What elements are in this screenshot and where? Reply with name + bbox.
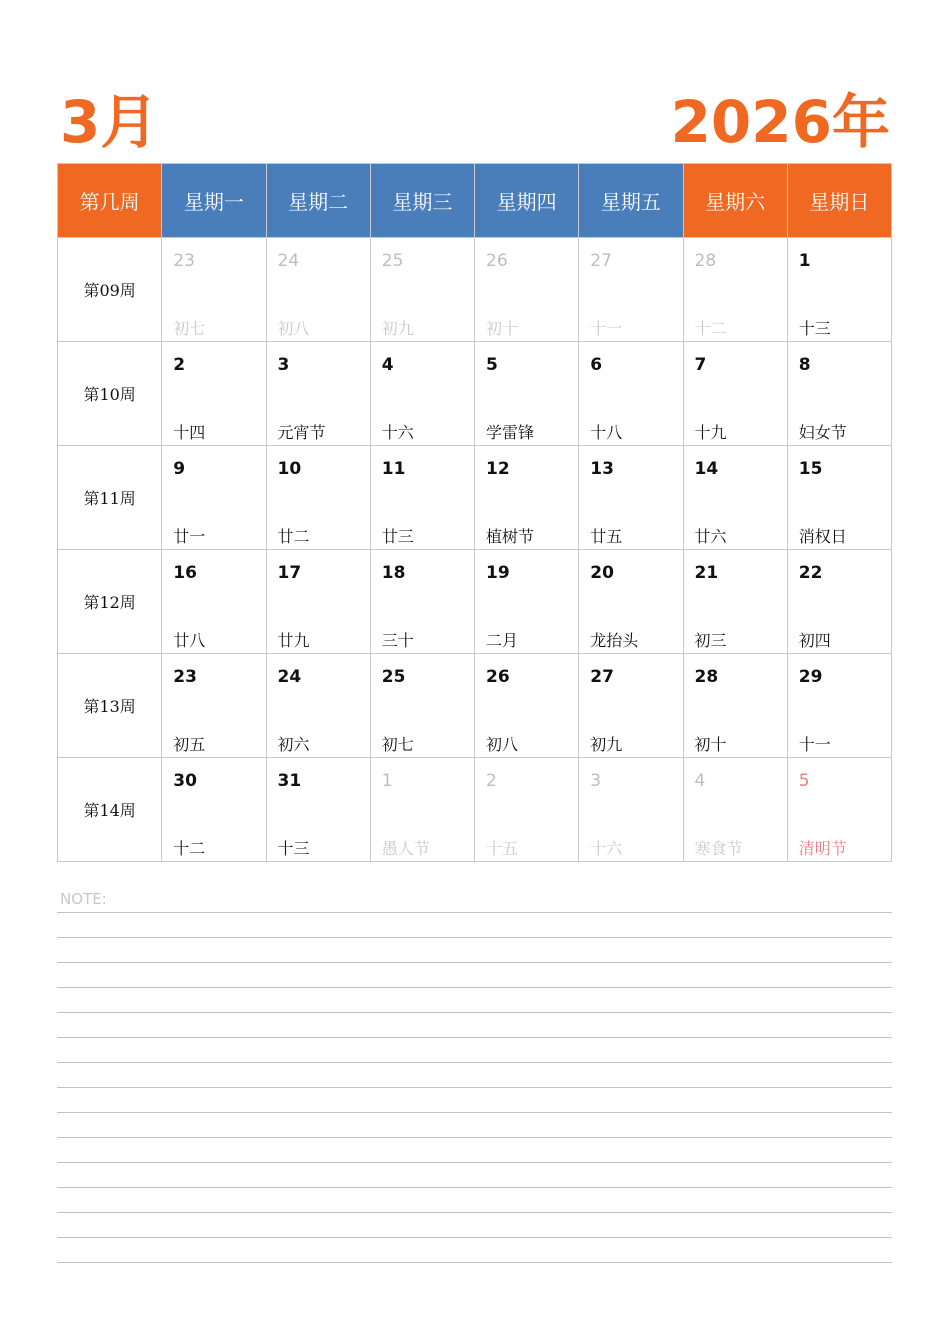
lunar-date: 廿九 [277, 631, 310, 650]
day-number: 7 [694, 355, 707, 375]
lunar-date: 植树节 [486, 527, 535, 546]
note-line [57, 987, 892, 988]
lunar-date: 清明节 [798, 839, 847, 858]
note-line [57, 1237, 892, 1238]
week-row [58, 758, 892, 862]
day-number: 17 [277, 563, 302, 583]
weekday-header: 星期二 [266, 164, 370, 238]
day-cell-content [579, 238, 682, 341]
day-cell-content [475, 550, 578, 653]
day-number: 23 [173, 667, 197, 687]
day-cell[interactable] [683, 654, 787, 758]
day-number: 31 [277, 771, 302, 791]
day-number: 23 [173, 251, 195, 271]
day-number: 21 [694, 563, 719, 583]
day-cell-content [579, 654, 682, 757]
day-cell-content [267, 446, 370, 549]
day-number: 11 [381, 459, 406, 479]
day-cell-content [162, 342, 265, 445]
lunar-date: 龙抬头 [590, 631, 639, 650]
day-number: 22 [798, 563, 823, 583]
calendar-grid [57, 163, 892, 862]
lunar-date: 二月 [486, 631, 519, 650]
day-cell-content [371, 238, 474, 341]
lunar-date: 十八 [590, 423, 623, 442]
month-title: 3月 [60, 88, 159, 156]
day-cell[interactable] [475, 342, 579, 446]
day-cell-content [475, 654, 578, 757]
day-cell[interactable] [266, 238, 370, 342]
day-cell-content [267, 758, 370, 861]
week-number: 第10周 [58, 342, 162, 446]
day-number: 5 [798, 771, 810, 791]
calendar-body [58, 238, 892, 862]
day-cell[interactable] [683, 342, 787, 446]
day-cell-content [162, 238, 265, 341]
day-number: 1 [381, 771, 393, 791]
lunar-date: 初十 [486, 319, 519, 338]
day-number: 9 [173, 459, 186, 479]
note-label: NOTE: [60, 890, 107, 908]
day-number: 20 [590, 563, 614, 583]
day-cell[interactable] [683, 550, 787, 654]
day-cell[interactable] [162, 238, 266, 342]
year-title: 2026年 [670, 88, 890, 156]
day-cell[interactable] [787, 446, 891, 550]
lunar-date: 廿一 [173, 527, 206, 546]
day-number: 12 [486, 459, 510, 479]
day-number: 6 [590, 355, 603, 375]
day-cell-content [371, 758, 474, 861]
note-line [57, 1037, 892, 1038]
day-cell[interactable] [266, 550, 370, 654]
day-number: 19 [486, 563, 510, 583]
lunar-date: 初八 [486, 735, 519, 754]
day-cell[interactable] [787, 238, 891, 342]
day-number: 24 [277, 251, 300, 271]
note-line [57, 1187, 892, 1188]
note-line [57, 1087, 892, 1088]
lunar-date: 初七 [173, 319, 206, 338]
lunar-date: 三十 [381, 631, 414, 650]
lunar-date: 元宵节 [277, 423, 326, 442]
day-cell-content [684, 550, 787, 653]
day-cell-content [684, 758, 787, 861]
day-cell[interactable] [787, 550, 891, 654]
day-cell-content [371, 446, 474, 549]
weekday-header: 星期四 [475, 164, 579, 238]
day-cell[interactable] [266, 446, 370, 550]
day-cell-content [788, 446, 891, 549]
day-number: 26 [486, 667, 510, 687]
day-cell-content [684, 342, 787, 445]
note-line [57, 1262, 892, 1263]
day-cell[interactable] [370, 446, 474, 550]
day-cell[interactable] [370, 654, 474, 758]
day-number: 5 [486, 355, 498, 375]
day-number: 2 [486, 771, 497, 791]
lunar-date: 初四 [798, 631, 831, 650]
day-number: 18 [381, 563, 406, 583]
lunar-date: 十一 [798, 735, 831, 754]
day-cell-content [579, 342, 682, 445]
day-cell[interactable] [162, 550, 266, 654]
day-cell-content [371, 342, 474, 445]
day-cell[interactable] [370, 758, 474, 862]
day-cell-content [788, 238, 891, 341]
weekday-header: 星期一 [162, 164, 266, 238]
day-number: 13 [590, 459, 614, 479]
day-cell[interactable] [370, 342, 474, 446]
day-cell-content [579, 550, 682, 653]
day-number: 4 [694, 771, 706, 791]
week-row [58, 446, 892, 550]
day-cell-content [162, 654, 265, 757]
lunar-date: 初九 [381, 319, 414, 338]
day-cell[interactable] [162, 654, 266, 758]
weekday-header-row [58, 164, 892, 238]
day-cell[interactable] [787, 342, 891, 446]
day-cell[interactable] [683, 758, 787, 862]
weekday-header: 星期五 [579, 164, 683, 238]
day-cell-content [267, 550, 370, 653]
lunar-date: 廿六 [694, 527, 727, 546]
day-cell[interactable] [579, 342, 683, 446]
lunar-date: 十五 [486, 839, 519, 858]
lunar-date: 廿三 [381, 527, 414, 546]
week-number: 第12周 [58, 550, 162, 654]
week-number: 第09周 [58, 238, 162, 342]
day-cell[interactable] [579, 238, 683, 342]
day-cell-content [162, 446, 265, 549]
day-cell-content [788, 758, 891, 861]
lunar-date: 廿八 [173, 631, 206, 650]
day-cell[interactable] [683, 446, 787, 550]
day-number: 30 [173, 771, 197, 791]
day-cell-content [788, 342, 891, 445]
lunar-date: 消权日 [798, 527, 847, 546]
lunar-date: 愚人节 [381, 839, 430, 858]
day-cell-content [684, 654, 787, 757]
lunar-date: 廿五 [590, 527, 623, 546]
day-cell-content [162, 758, 265, 861]
day-number: 24 [277, 667, 302, 687]
day-number: 27 [590, 667, 614, 687]
day-cell[interactable] [370, 550, 474, 654]
weekday-header: 星期六 [683, 164, 787, 238]
day-cell[interactable] [787, 654, 891, 758]
lunar-date: 十二 [173, 839, 206, 858]
day-cell-content [579, 446, 682, 549]
day-cell[interactable] [266, 654, 370, 758]
day-cell-content [475, 342, 578, 445]
day-cell-content [267, 342, 370, 445]
day-cell-content [475, 238, 578, 341]
note-line [57, 912, 892, 913]
day-number: 14 [694, 459, 719, 479]
day-number: 29 [798, 667, 823, 687]
lunar-date: 初六 [277, 735, 310, 754]
week-row [58, 238, 892, 342]
day-cell-content [267, 238, 370, 341]
day-number: 28 [694, 251, 717, 271]
day-number: 10 [277, 459, 302, 479]
day-number: 25 [381, 667, 406, 687]
week-number: 第14周 [58, 758, 162, 862]
day-cell[interactable] [579, 446, 683, 550]
lunar-date: 廿二 [277, 527, 310, 546]
day-number: 28 [694, 667, 719, 687]
day-cell[interactable] [162, 446, 266, 550]
lunar-date: 十一 [590, 319, 623, 338]
week-number: 第13周 [58, 654, 162, 758]
week-number-header: 第几周 [58, 164, 162, 238]
day-cell-content [475, 758, 578, 861]
note-line [57, 1137, 892, 1138]
week-row [58, 342, 892, 446]
note-line [57, 1112, 892, 1113]
day-number: 3 [590, 771, 602, 791]
day-number: 3 [277, 355, 290, 375]
lunar-date: 十三 [277, 839, 310, 858]
lunar-date: 十三 [798, 319, 831, 338]
day-cell[interactable] [683, 238, 787, 342]
lunar-date: 十六 [590, 839, 623, 858]
note-line [57, 1012, 892, 1013]
day-cell-content [267, 654, 370, 757]
day-cell-content [371, 550, 474, 653]
day-number: 8 [798, 355, 811, 375]
day-cell[interactable] [266, 758, 370, 862]
day-cell[interactable] [475, 654, 579, 758]
day-cell[interactable] [787, 758, 891, 862]
day-cell[interactable] [475, 238, 579, 342]
lunar-date: 初三 [694, 631, 727, 650]
day-number: 27 [590, 251, 612, 271]
week-row [58, 654, 892, 758]
day-number: 4 [381, 355, 394, 375]
day-cell[interactable] [162, 342, 266, 446]
day-number: 2 [173, 355, 186, 375]
day-cell[interactable] [475, 758, 579, 862]
day-number: 25 [381, 251, 404, 271]
day-cell-content [475, 446, 578, 549]
lunar-date: 学雷锋 [486, 423, 535, 442]
lunar-date: 十九 [694, 423, 727, 442]
day-cell-content [788, 550, 891, 653]
day-cell-content [788, 654, 891, 757]
note-line [57, 937, 892, 938]
weekday-header: 星期三 [370, 164, 474, 238]
lunar-date: 十六 [381, 423, 414, 442]
note-line [57, 1162, 892, 1163]
day-number: 15 [798, 459, 823, 479]
day-cell[interactable] [579, 550, 683, 654]
day-cell-content [684, 446, 787, 549]
note-line [57, 1212, 892, 1213]
weekday-header: 星期日 [787, 164, 891, 238]
day-cell[interactable] [370, 238, 474, 342]
lunar-date: 初十 [694, 735, 727, 754]
lunar-date: 初九 [590, 735, 623, 754]
day-cell[interactable] [579, 758, 683, 862]
lunar-date: 寒食节 [694, 839, 743, 858]
lunar-date: 十四 [173, 423, 206, 442]
day-cell[interactable] [266, 342, 370, 446]
day-number: 16 [173, 563, 197, 583]
week-number: 第11周 [58, 446, 162, 550]
day-cell[interactable] [162, 758, 266, 862]
week-row [58, 550, 892, 654]
lunar-date: 初五 [173, 735, 206, 754]
day-cell-content [162, 550, 265, 653]
day-cell-content [371, 654, 474, 757]
day-cell-content [579, 758, 682, 861]
lunar-date: 十二 [694, 319, 727, 338]
note-line [57, 1062, 892, 1063]
day-number: 1 [798, 251, 811, 271]
day-cell-content [684, 238, 787, 341]
note-line [57, 962, 892, 963]
day-cell[interactable] [579, 654, 683, 758]
lunar-date: 初八 [277, 319, 310, 338]
lunar-date: 初七 [381, 735, 414, 754]
day-cell[interactable] [475, 550, 579, 654]
day-number: 26 [486, 251, 508, 271]
lunar-date: 妇女节 [798, 423, 847, 442]
day-cell[interactable] [475, 446, 579, 550]
